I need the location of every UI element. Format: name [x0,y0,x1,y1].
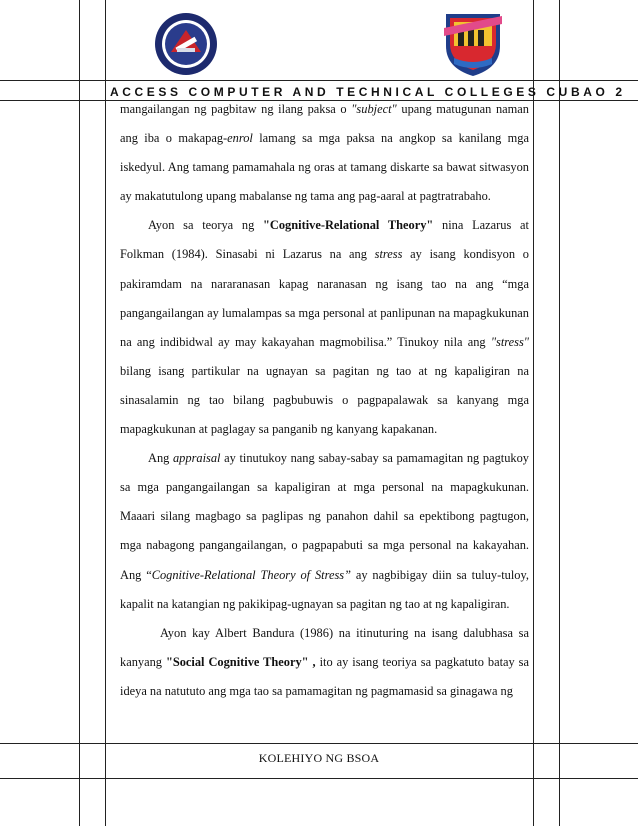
text-run: Ang [148,451,173,466]
paragraph-1 [120,95,529,211]
bold-term: "Cognitive-Relational Theory" [263,218,434,233]
italic-term: stress [374,247,403,262]
italic-term: Cognitive-Relational Theory of Stress” [151,567,351,582]
access-college-seal-icon [153,12,219,76]
paragraph-3 [120,444,529,619]
text-run: ay tinutukoy nang sabay-sabay sa pamamagitan ng pagtukoy sa mga pangangailangan sa kapaligiran at mga personal na mapagkukunan. Maaari silang magbago sa paglipas ng panahon dahil sa epektibong pagtugon, mga nabagong pangangailangan, o pagpapabuti sa mga personal na kakayahan. Ang “ [120,451,530,582]
bsoa-department-crest-icon [440,8,506,78]
italic-term: "stress" [490,334,529,349]
footer-department: KOLEHIYO NG BSOA [258,751,380,765]
paragraph-4 [120,619,529,706]
text-run: upang matugunan naman ang iba o makapag- [120,102,529,146]
text-run: ay nagbibigay diin sa tuluy-tuloy, kapalit na katangian ng pakikipag-ugnayan sa pagitan ng tao at ng kapaligiran. [120,567,529,611]
text-run: Ayon kay Albert Bandura (1986) na itinuturing na isang dalubhasa sa kanyang [120,625,529,669]
text-run: ay isang kondisyon o pakiramdam na nararanasan kapag naranasan ng isang tao na ang “mga pangangailangan ay lumalampas sa mga personal at panlipunan na mapagkukunan na ang indibidwal ay may kakayahan magmobilisa.” Tinukoy nila ang [120,247,529,349]
text-run: bilang isang partikular na ugnayan sa pagitan ng tao at ng kapaligiran na sinasalamin ng tao bilang pagbubuwis o pagpapalawak sa kanyang mga mapagkukunan at paglagay sa panganib ng kanyang kapakanan. [120,363,529,437]
italic-term: enrol [227,131,253,146]
italic-term: appraisal [172,451,221,466]
school-name-header: ACCESS COMPUTER AND TECHNICAL COLLEGES CUBAO 2 [110,85,626,99]
frame-line-right-outer [559,0,560,826]
italic-term: "subject" [351,102,397,116]
text-run: Ayon sa teorya ng [148,218,264,233]
text-run: ito ay isang teoriya sa pagkatuto batay sa ideya na natututo ang mga tao sa pamamagitan ng pagmamasid sa ginagawa ng [120,654,530,698]
bold-term: "Social Cognitive Theory" , [165,654,316,669]
text-run: nina Lazarus at Folkman (1984). Sinasabi ni Lazarus na ang [120,218,529,262]
text-run: mangailangan ng pagbitaw ng ilang paksa o [120,102,352,116]
text-run: lamang sa mga paksa na angkop sa kanilang mga iskedyul. Ang tamang pamamahala ng oras at tamang diskarte sa bawat sitwasyon ay makatutulong upang mabalanse ng tama ang pag-aaral at pagtratrabaho. [120,131,529,204]
frame-line-left-inner [105,0,106,826]
footer-line-top [0,743,638,744]
header-line-top [0,80,638,81]
frame-line-right-inner [533,0,534,826]
document-body [120,95,529,706]
paragraph-2 [120,211,529,444]
footer-line-bottom [0,778,638,779]
frame-line-left-outer [79,0,80,826]
